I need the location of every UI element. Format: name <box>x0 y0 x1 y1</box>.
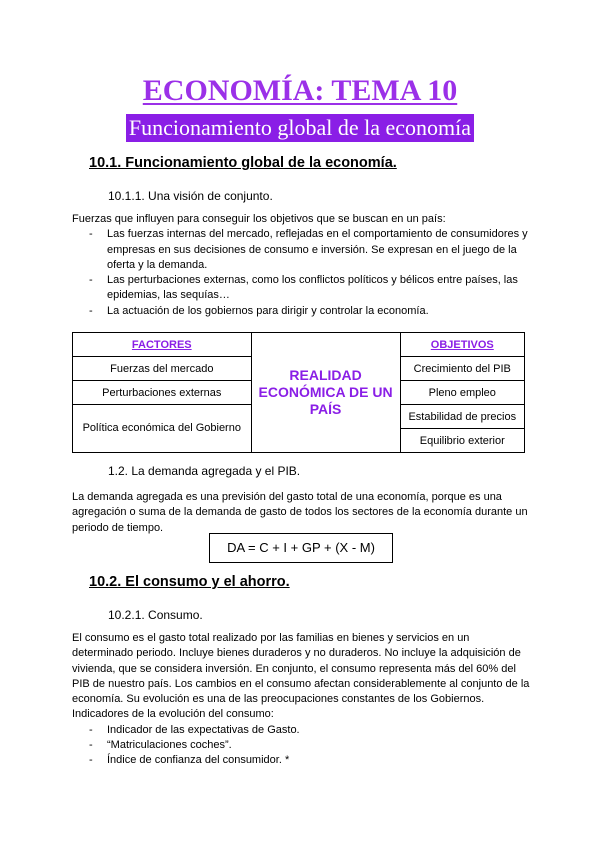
subsection-2-1-heading: 10.2.1. Consumo. <box>108 608 203 622</box>
factor-cell: Política económica del Gobierno <box>73 405 252 453</box>
consumption-text: El consumo es el gasto total realizado por las familias en bienes y servicios en un determinado periodo. Incluye bienes duraderos y no duraderos. No incluye la adquisición de vivienda, que se considera inversión. En conjunto, el consumo representa más del 60% del PIB de nuestro país. Los cambios en el consumo afectan considerablemente al conjunto de la economía. Su evolución es una de las preocupaciones constantes de los Gobiernos. <box>72 632 530 706</box>
forces-list <box>72 227 532 319</box>
subsection-1-2-heading: 1.2. La demanda agregada y el PIB. <box>108 464 301 478</box>
objective-cell: Estabilidad de precios <box>400 405 524 429</box>
section-2-heading: 10.2. El consumo y el ahorro. <box>89 574 290 590</box>
center-concept: REALIDAD ECONÓMICA DE UN PAÍS <box>251 333 400 453</box>
objetivos-header: OBJETIVOS <box>400 333 524 357</box>
factors-objectives-table <box>72 332 525 453</box>
list-item: - “Matriculaciones coches”. <box>72 738 532 753</box>
indicators-list <box>72 723 532 769</box>
section-1-heading: 10.1. Funcionamiento global de la economía. <box>89 155 397 171</box>
list-item: - La actuación de los gobiernos para dirigir y controlar la economía. <box>72 304 532 319</box>
list-item: - Las perturbaciones externas, como los conflictos políticos y bélicos entre países, las epidemias, las sequías… <box>72 273 532 304</box>
list-item: - Las fuerzas internas del mercado, reflejadas en el comportamiento de consumidores y empresas en sus decisiones de consumo e inversión. Se expresan en el juego de la oferta y la demanda. <box>72 227 532 273</box>
demand-formula: DA = C + I + GP + (X - M) <box>209 533 393 563</box>
objective-cell: Pleno empleo <box>400 381 524 405</box>
page-title: ECONOMÍA: TEMA 10 <box>142 74 458 107</box>
factores-header: FACTORES <box>73 333 252 357</box>
demand-text: La demanda agregada es una previsión del gasto total de una economía, porque es una agregación o suma de la demanda de gasto de todos los sectores de la economía durante un periodo de tiempo. <box>72 491 528 534</box>
list-item: - Indicador de las expectativas de Gasto. <box>72 723 532 738</box>
objective-cell: Crecimiento del PIB <box>400 357 524 381</box>
factor-cell: Perturbaciones externas <box>73 381 252 405</box>
objective-cell: Equilibrio exterior <box>400 429 524 453</box>
subtitle-wrap <box>0 114 600 142</box>
indicators-intro: Indicadores de la evolución del consumo: <box>72 708 274 721</box>
page-subtitle: Funcionamiento global de la economía <box>126 114 474 142</box>
intro-text: Fuerzas que influyen para conseguir los objetivos que se buscan en un país: <box>72 213 446 225</box>
section-2-body <box>72 631 532 769</box>
section-1-intro <box>72 212 532 319</box>
factor-cell: Fuerzas del mercado <box>73 357 252 381</box>
list-item: - Índice de confianza del consumidor. * <box>72 753 532 768</box>
subsection-1-1-heading: 10.1.1. Una visión de conjunto. <box>108 189 273 203</box>
